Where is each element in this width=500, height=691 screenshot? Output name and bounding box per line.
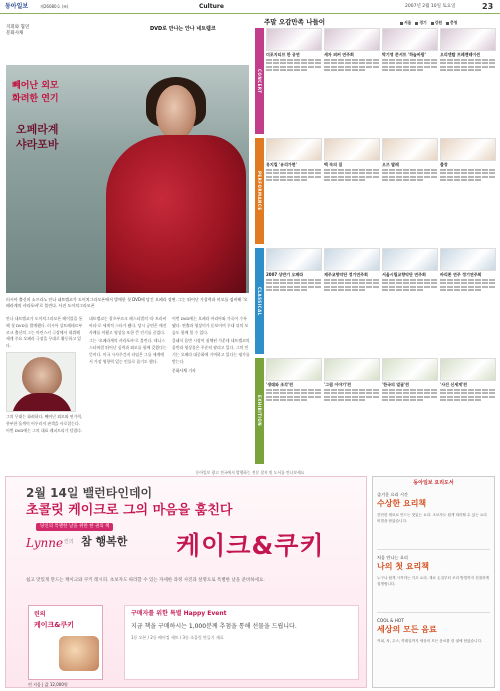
event-detail-line: [324, 179, 366, 181]
event-detail-line: [382, 396, 438, 398]
event-detail-line: [266, 396, 322, 398]
page-header: [0, 0, 500, 14]
publication-date: 2007년 2월 10일 토요일: [405, 4, 456, 9]
subhead-line-1: 오페라계: [16, 123, 59, 136]
portrait-dress: [12, 393, 72, 412]
category-text: CLASSICAL: [257, 286, 263, 316]
event-detail-line: [440, 66, 496, 68]
paragraph: 네트렙코는 잘츠부르크 페스티벌의 '라 트라비아타'로 세계적 스타가 됐다. 당시 공연은 매진 사례를 이뤘고 영상물 또한 큰 인기를 끌었다.: [89, 316, 167, 335]
legend-item: [446, 20, 457, 25]
legend-item: [415, 20, 426, 25]
paragraph: 그의 무대는 화려하다. 빼어난 외모와 연기력, 풍부한 음색이 어우러져 관객을 사로잡는다. 이번 DVD에는 그의 대표 레퍼토리가 담겼다.: [6, 414, 83, 433]
sidebar-book-title: 수상한 요리책: [377, 499, 427, 509]
sidebar-book-desc: 누구나 쉽게 시작하는 기초 요리. 재료 손질부터 조리 방법까지 친절하게 설명합니다.: [377, 576, 490, 586]
event-detail-line: [382, 399, 424, 401]
article-series-label: 지휘와 협연 문화사채: [6, 25, 30, 37]
event-detail-line: [266, 389, 322, 391]
subhead-line-2: 샤라포바: [16, 138, 59, 152]
article-kicker: DVD로 만나는 안나 네트렙코: [150, 26, 216, 32]
event-detail-line: [382, 282, 438, 284]
event-detail-line: [324, 172, 380, 174]
schedule-title: 주말 오감만족 나들이: [264, 18, 326, 26]
event-prizes: 1등 오븐 / 2등 베이킹 세트 / 3등 초콜릿 만들기 재료: [131, 635, 224, 641]
event-detail-line: [266, 179, 308, 181]
article-column-1: [6, 316, 84, 466]
singer-portrait: [6, 352, 76, 412]
legend-item: [400, 20, 411, 25]
legend-label: 충청: [450, 20, 458, 25]
legend-marker-icon: [431, 22, 434, 25]
sidebar-book[interactable]: [377, 492, 490, 550]
article-headline: [12, 80, 59, 106]
event-title: '사진 신세계'전: [440, 382, 468, 387]
sidebar-book[interactable]: [377, 555, 490, 613]
event-detail-line: [382, 59, 438, 61]
ad-occasion: 2월 14일 밸런타인데이: [26, 486, 153, 500]
event-detail-line: [266, 289, 308, 291]
sidebar-book-kicker: 처음 만나는 요리: [377, 554, 408, 560]
event-detail-line: [324, 69, 366, 71]
ad-headline: 초콜릿 케이크로 그의 마음을 훔친다: [26, 503, 233, 518]
section-title: Culture: [199, 3, 224, 10]
event-detail-line: [440, 169, 496, 171]
event-detail-line: [324, 286, 380, 288]
event-listing[interactable]: [266, 138, 322, 244]
category-label-1: [255, 138, 264, 244]
sidebar-book-kicker: 즐거운 요리 시간: [377, 491, 408, 497]
event-detail-line: [266, 286, 322, 288]
event-listing[interactable]: [440, 138, 496, 244]
event-detail-line: [324, 62, 380, 64]
event-listing[interactable]: [266, 358, 322, 464]
legend-marker-icon: [415, 22, 418, 25]
photo-face: [156, 85, 196, 140]
event-detail-line: [324, 399, 366, 401]
headline-line-2: 화려한 연기: [12, 94, 59, 105]
event-title: 오즈 발레: [382, 162, 399, 167]
book-cover-subtitle: 케이크&쿠키: [34, 621, 74, 629]
event-detail-line: [324, 176, 380, 178]
event-listing[interactable]: [440, 358, 496, 464]
ad-notice: 동아일보 광고 전국에서 발행하는 전문 잡지 및 도서를 만나보세요: [195, 470, 305, 475]
event-detail-line: [266, 59, 322, 61]
category-text: PERFORMANCE: [257, 171, 263, 211]
ad-copy: 쉽고 맛있게 만드는 케이크와 쿠키 레시피. 초보자도 따라할 수 있는 자세한 과정 사진과 설명으로 특별한 날을 준비하세요.: [26, 578, 265, 583]
event-photo: [266, 358, 322, 381]
issue-number: 제26080호 (④): [40, 4, 69, 9]
event-title: '한국의 얼굴'전: [382, 382, 410, 387]
event-detail-line: [382, 176, 438, 178]
event-box[interactable]: [124, 605, 359, 680]
event-photo: [324, 358, 380, 381]
event-title: 세자 퍼커 연주회: [324, 52, 354, 57]
event-detail-line: [382, 279, 438, 281]
ad-band: 당신의 특별한 날을 위한 한 권의 책: [36, 523, 113, 531]
category-label-2: [255, 248, 264, 354]
event-listing[interactable]: [324, 358, 380, 464]
event-title: 서울시립교향악단 연주회: [382, 272, 426, 277]
article-signature: 문화사채 기자: [172, 367, 196, 373]
event-detail-line: [440, 69, 482, 71]
event-listing[interactable]: [382, 358, 438, 464]
legend-marker-icon: [400, 22, 403, 25]
legend-marker-icon: [446, 22, 449, 25]
event-photo: [440, 358, 496, 381]
event-detail-line: [382, 179, 424, 181]
event-detail-line: [440, 59, 496, 61]
category-label-3: [255, 358, 264, 464]
event-detail-line: [382, 66, 438, 68]
event-listing[interactable]: [324, 248, 380, 354]
legend-item: [431, 20, 442, 25]
cake-image: [59, 636, 99, 671]
legend-label: 강원: [434, 20, 443, 25]
event-listing[interactable]: [382, 28, 438, 134]
event-listing[interactable]: [324, 138, 380, 244]
category-grid: [266, 358, 496, 464]
event-photo: [266, 28, 322, 51]
event-detail-line: [382, 62, 438, 64]
event-photo: [324, 248, 380, 271]
article-subhead: [16, 122, 59, 153]
event-detail-line: [266, 69, 308, 71]
article-column-3: [172, 316, 250, 466]
event-detail-line: [440, 172, 496, 174]
event-detail-line: [266, 176, 322, 178]
event-title: '생태와 조각'전: [266, 382, 294, 387]
book-cover-title: 린의: [34, 611, 46, 618]
page-number: 23: [482, 2, 494, 11]
event-title: 구매자를 위한 특별 Happy Event: [131, 610, 227, 617]
ad-brand-logo: Lynne: [26, 536, 64, 550]
category-label-0: [255, 28, 264, 134]
event-photo: [266, 138, 322, 161]
event-detail-line: [382, 286, 438, 288]
category-grid: [266, 138, 496, 244]
event-title: 백 속의 집: [324, 162, 343, 167]
legend-label: 서울: [404, 20, 412, 25]
book-cover[interactable]: [28, 605, 103, 680]
event-detail-line: [382, 69, 424, 71]
category-text: EXHIBITION: [257, 395, 263, 427]
event-detail-line: [324, 282, 380, 284]
event-listing[interactable]: [382, 248, 438, 354]
event-photo: [324, 28, 380, 51]
ad-big-title: 케이크&쿠키: [176, 531, 325, 560]
event-detail-line: [324, 59, 380, 61]
event-detail-line: [440, 392, 496, 394]
portrait-face: [22, 357, 62, 397]
event-title: 더포지티브 한 공연: [266, 52, 300, 57]
event-detail-line: [440, 286, 496, 288]
ad-brand-suffix: 린의: [64, 539, 74, 545]
event-detail-line: [266, 279, 322, 281]
photo-red-dress: [106, 135, 246, 293]
event-title: '그림 이야기'전: [324, 382, 352, 387]
event-detail-line: [324, 169, 380, 171]
event-detail-line: [324, 289, 366, 291]
event-detail-line: [440, 62, 496, 64]
event-detail-line: [324, 389, 380, 391]
category-grid: [266, 28, 496, 134]
sidebar-title: 동아일보 요리도서: [413, 480, 454, 486]
sidebar-book-kicker: COOL & HOT: [377, 617, 404, 623]
event-detail-line: [382, 289, 424, 291]
event-listing[interactable]: [382, 138, 438, 244]
event-photo: [382, 248, 438, 271]
event-detail-line: [382, 172, 438, 174]
category-grid: [266, 248, 496, 354]
event-title: 박기영 콘서트 '하늘바람': [382, 52, 426, 57]
event-detail-line: [266, 282, 322, 284]
event-listing[interactable]: [324, 28, 380, 134]
event-photo: [324, 138, 380, 161]
newspaper-logo: 동아일보: [5, 3, 29, 10]
event-detail-line: [324, 279, 380, 281]
event-detail-line: [440, 289, 482, 291]
book-advertisement[interactable]: [5, 476, 367, 688]
event-detail-line: [440, 279, 496, 281]
event-photo: [382, 138, 438, 161]
sidebar-book[interactable]: [377, 618, 490, 676]
event-title: 오리엔탈 프레젠테이션: [440, 52, 481, 57]
event-detail-line: [382, 389, 438, 391]
event-detail-line: [266, 66, 322, 68]
event-detail-line: [440, 176, 496, 178]
event-listing[interactable]: [266, 248, 322, 354]
event-detail-line: [324, 396, 380, 398]
event-detail-line: [382, 169, 438, 171]
article-column-2: [89, 316, 167, 466]
event-detail-line: [266, 169, 322, 171]
event-detail-line: [266, 62, 322, 64]
sidebar-book-title: 세상의 모든 음료: [377, 625, 437, 635]
event-title: 뮤지컬 '유리가면': [266, 162, 297, 167]
event-listing[interactable]: [440, 28, 496, 134]
sidebar-book-title: 나의 첫 요리책: [377, 562, 429, 572]
event-photo: [266, 248, 322, 271]
sidebar-book-desc: 간단한 재료로 만드는 맛있는 요리. 초보자도 쉽게 따라할 수 있는 요리 비법을 담았습니다.: [377, 513, 487, 523]
paragraph: 이번 DVD에는 오페라 아리아와 가곡이 수록됐다. 연출과 영상미가 돋보이며 무대 뒤의 모습도 함께 볼 수 있다.: [172, 316, 249, 335]
event-title: 출장: [440, 162, 448, 167]
event-photo: [440, 138, 496, 161]
event-detail-line: [266, 392, 322, 394]
event-title: 제주교향악단 정기연주회: [324, 272, 368, 277]
event-detail-line: [440, 179, 482, 181]
event-detail-line: [266, 172, 322, 174]
region-legend: [400, 20, 457, 25]
event-photo: [440, 248, 496, 271]
paragraph: 클래식 음반 시장이 침체된 가운데 네트렙코의 음반과 영상물은 꾸준히 팔리고 있다. 그의 인기는 오페라 대중화에 기여하고 있다는 평가를 받는다.: [172, 338, 250, 364]
event-listing[interactable]: [440, 248, 496, 354]
event-photo: [382, 358, 438, 381]
event-detail-line: [324, 392, 380, 394]
event-detail-line: [266, 399, 308, 401]
cookbook-sidebar: [372, 476, 495, 688]
event-detail-line: [440, 282, 496, 284]
event-listing[interactable]: [266, 28, 322, 134]
event-photo: [440, 28, 496, 51]
event-title: 바리톤 연주 정기연주회: [440, 272, 482, 277]
photo-caption: 러시아 출신의 소프라노 안나 네트렙코가 도이치그라모폰에서 발매한 첫 DVD에 담긴 오페라 장면. 그는 뛰어난 가창력과 미모를 겸비해 '오페라계의 샤라포바'로 불린다. 사진 도이치그라모폰: [6, 297, 248, 308]
event-detail-line: [324, 66, 380, 68]
legend-label: 경기: [419, 20, 427, 25]
book-price: 린 지음 | 값 12,000원: [28, 682, 68, 687]
paragraph: 그는 '오페라계의 샤라포바'로 불린다. 테니스 스타처럼 뛰어난 실력과 외모를 함께 갖췄다는 뜻이다. 미국 시사주간지 타임은 그를 세계에서 가장 영향력 있는 인물로 꼽기도 했다.: [89, 338, 167, 364]
ad-hero-text: 참 행복한: [81, 535, 128, 548]
category-text: CONCERT: [257, 68, 263, 94]
headline-line-1: 빼어난 외모: [12, 81, 59, 91]
event-detail-line: [440, 396, 496, 398]
event-title: 2007 상반기 오페라: [266, 272, 304, 277]
event-photo: [382, 28, 438, 51]
event-detail-line: [382, 392, 438, 394]
event-description: 지금 책을 구매하시는 1,000분께 추첨을 통해 선물을 드립니다.: [131, 623, 297, 631]
event-detail-line: [440, 389, 496, 391]
sidebar-book-desc: 커피, 차, 주스, 칵테일까지 세상의 모든 음료를 한 권에 담았습니다.: [377, 639, 483, 644]
paragraph: 안나 네트렙코가 도이치그라모폰 레이블을 통해 첫 DVD를 발매했다. 러시아 상트페테르부르크 출신의 그는 마린스키 극장에서 데뷔해 세계 주요 오페라 극장을 무대로 활동하고 있다.: [6, 316, 83, 349]
event-detail-line: [440, 399, 482, 401]
